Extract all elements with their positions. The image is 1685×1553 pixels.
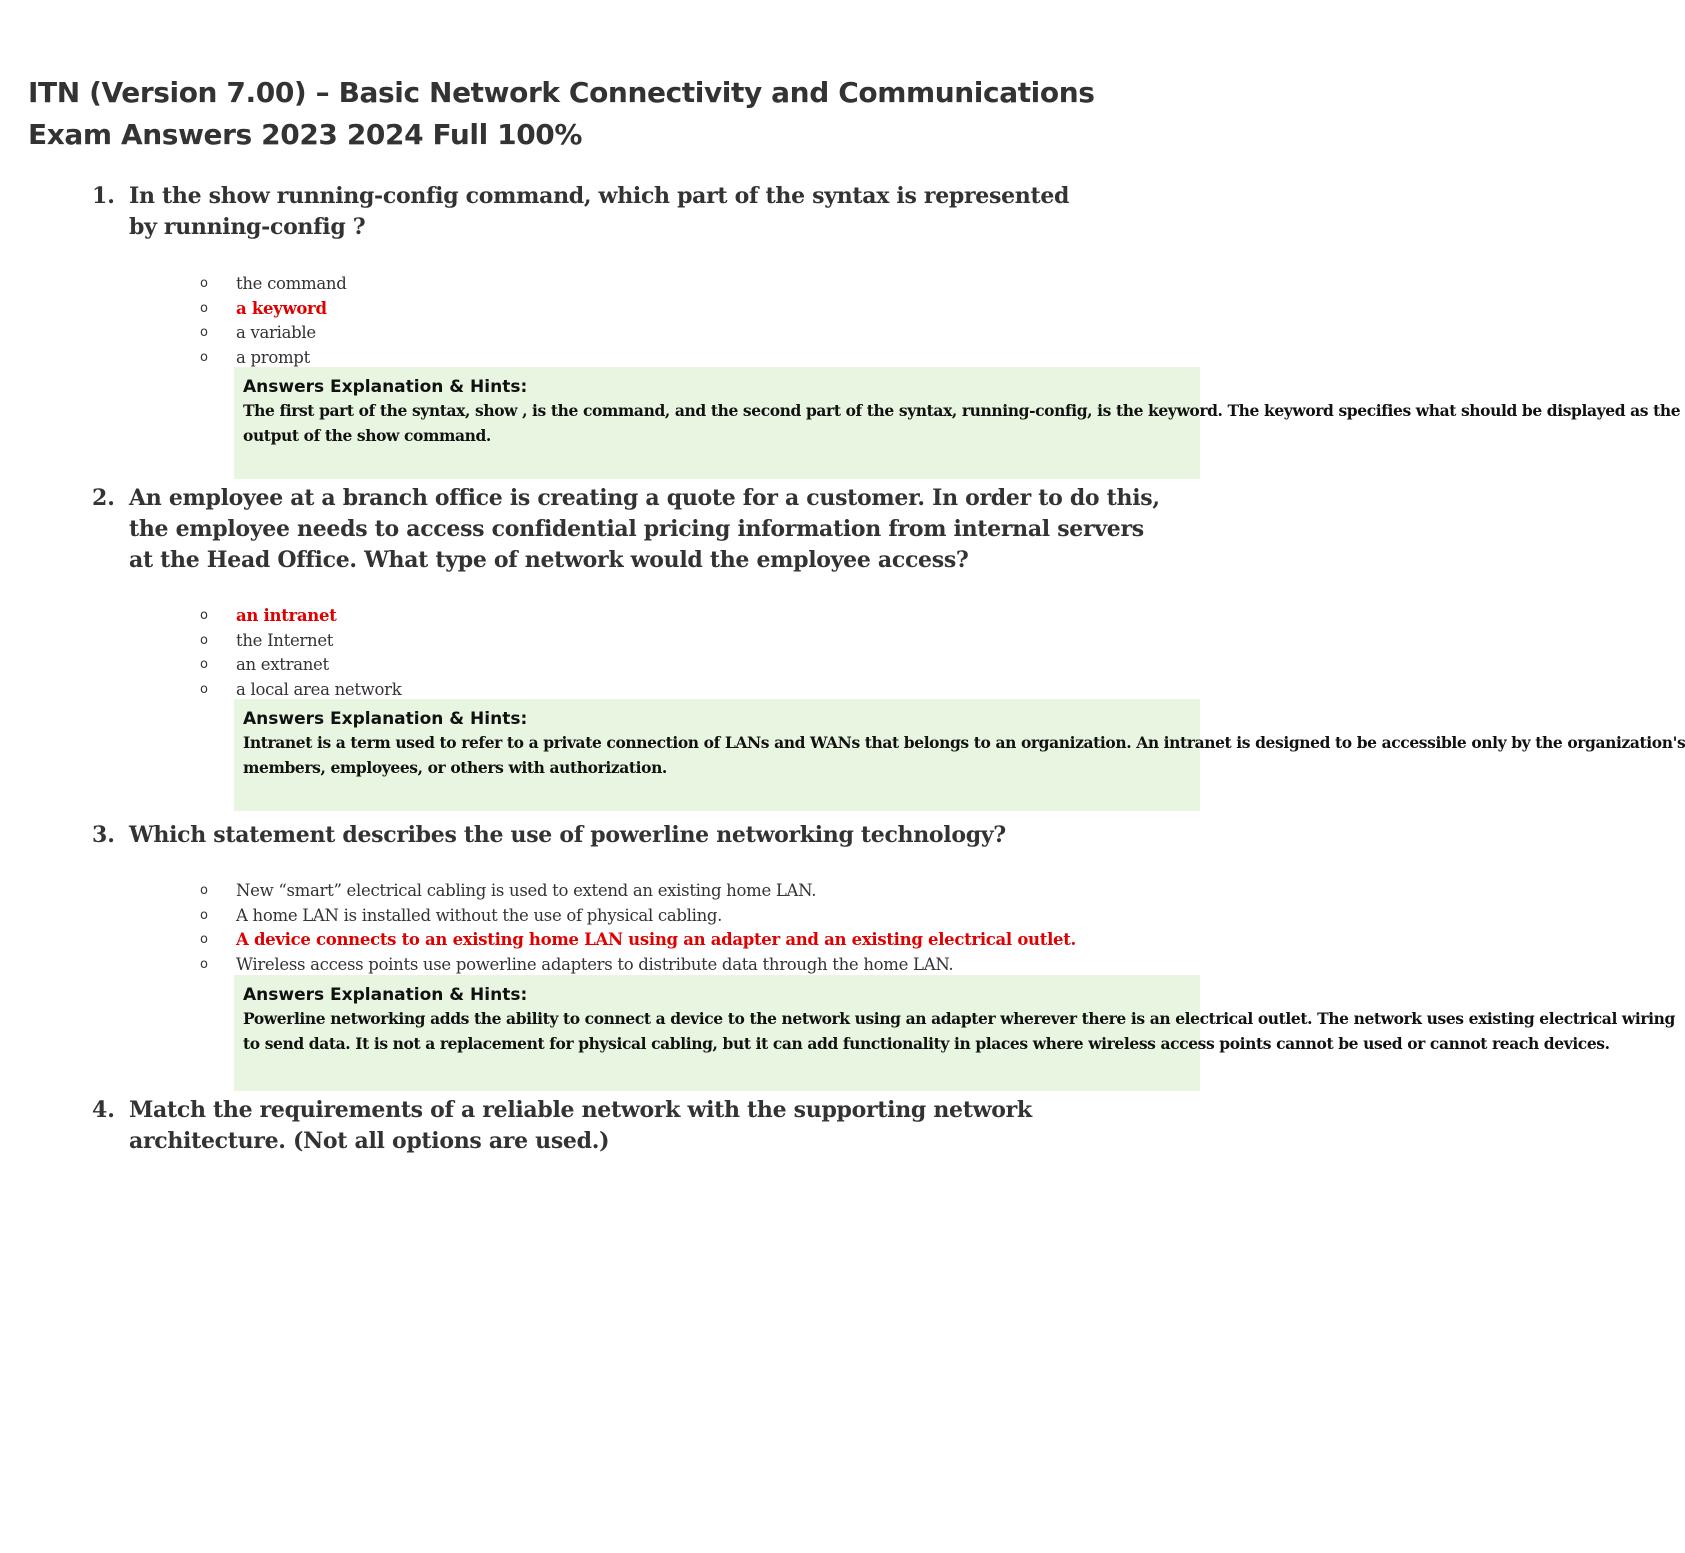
hint-line: members, employees, or others with authorization. — [243, 757, 667, 777]
hint-title: Answers Explanation & Hints: — [243, 985, 528, 1005]
answer-hint-box — [234, 699, 1685, 811]
question-text: Which statement describes the use of powerline networking technology? — [129, 822, 1006, 848]
question-text: In the show running-config command, which part of the syntax is represented by running-config ? — [129, 183, 1070, 240]
bullet-icon: o — [200, 883, 208, 898]
bullet-icon: o — [200, 632, 208, 648]
hint-line: The first part of the syntax, show , is the command, and the second part of the syntax, running-config, is the keyword. The keyword specifies what should be displayed as the — [243, 401, 1681, 420]
bullet-icon: o — [200, 300, 208, 316]
question-text: An employee at a branch office is creating a quote for a customer. In order to do this, the employee needs to access confidential pricing information from internal servers at the Head Office. What type of network would the employee access? — [129, 485, 1160, 573]
bullet-icon: o — [200, 932, 208, 947]
answer-option-text: A home LAN is installed without the use of physical cabling. — [236, 905, 723, 925]
answer-hint-box — [234, 367, 1681, 479]
question-number: 1. — [92, 183, 115, 209]
hint-line: Intranet is a term used to refer to a private connection of LANs and WANs that belongs to an organization. An intranet is designed to be accessible only by the organization's — [243, 733, 1685, 752]
question-number: 2. — [92, 485, 115, 511]
bullet-icon: o — [200, 956, 208, 972]
hint-title: Answers Explanation & Hints: — [243, 377, 528, 397]
answer-option-text: New “smart” electrical cabling is used to extend an existing home LAN. — [236, 881, 817, 900]
question-number: 3. — [92, 822, 115, 848]
answer-option-text: an extranet — [236, 655, 329, 674]
hint-line: to send data. It is not a replacement for physical cabling, but it can add functionality in places where wireless access points cannot be used or cannot reach devices. — [243, 1033, 1610, 1053]
bullet-icon: o — [200, 681, 208, 697]
bullet-icon: o — [200, 276, 208, 291]
hint-line: output of the show command. — [243, 425, 491, 445]
page-title: ITN (Version 7.00) – Basic Network Connectivity and Communications Exam Answers 2023 2024 Full 100% — [28, 76, 1095, 151]
bullet-icon: o — [200, 325, 208, 340]
answer-option-text: the command — [236, 274, 347, 293]
answer-hint-box — [234, 975, 1675, 1091]
bullet-icon: o — [200, 907, 208, 923]
hint-title: Answers Explanation & Hints: — [243, 709, 528, 729]
answer-option-text: A device connects to an existing home LAN using an adapter and an existing electrical outlet. — [236, 930, 1077, 949]
answer-option-text: a local area network — [236, 679, 402, 699]
bullet-icon: o — [200, 657, 208, 672]
answer-option-text: an intranet — [236, 606, 337, 625]
answer-option-text: a keyword — [236, 298, 327, 318]
answer-option-text: the Internet — [236, 630, 334, 650]
answer-option-text: a prompt — [236, 347, 310, 367]
bullet-icon: o — [200, 349, 208, 365]
question-number: 4. — [92, 1097, 115, 1123]
answer-option-text: a variable — [236, 323, 316, 342]
answer-option-text: Wireless access points use powerline adapters to distribute data through the home LAN. — [236, 954, 954, 974]
hint-line: Powerline networking adds the ability to connect a device to the network using an adapter wherever there is an electrical outlet. The network uses existing electrical wiring — [243, 1009, 1675, 1028]
bullet-icon: o — [200, 608, 208, 623]
question-text: Match the requirements of a reliable network with the supporting network architecture. (Not all options are used.) — [129, 1097, 1032, 1154]
